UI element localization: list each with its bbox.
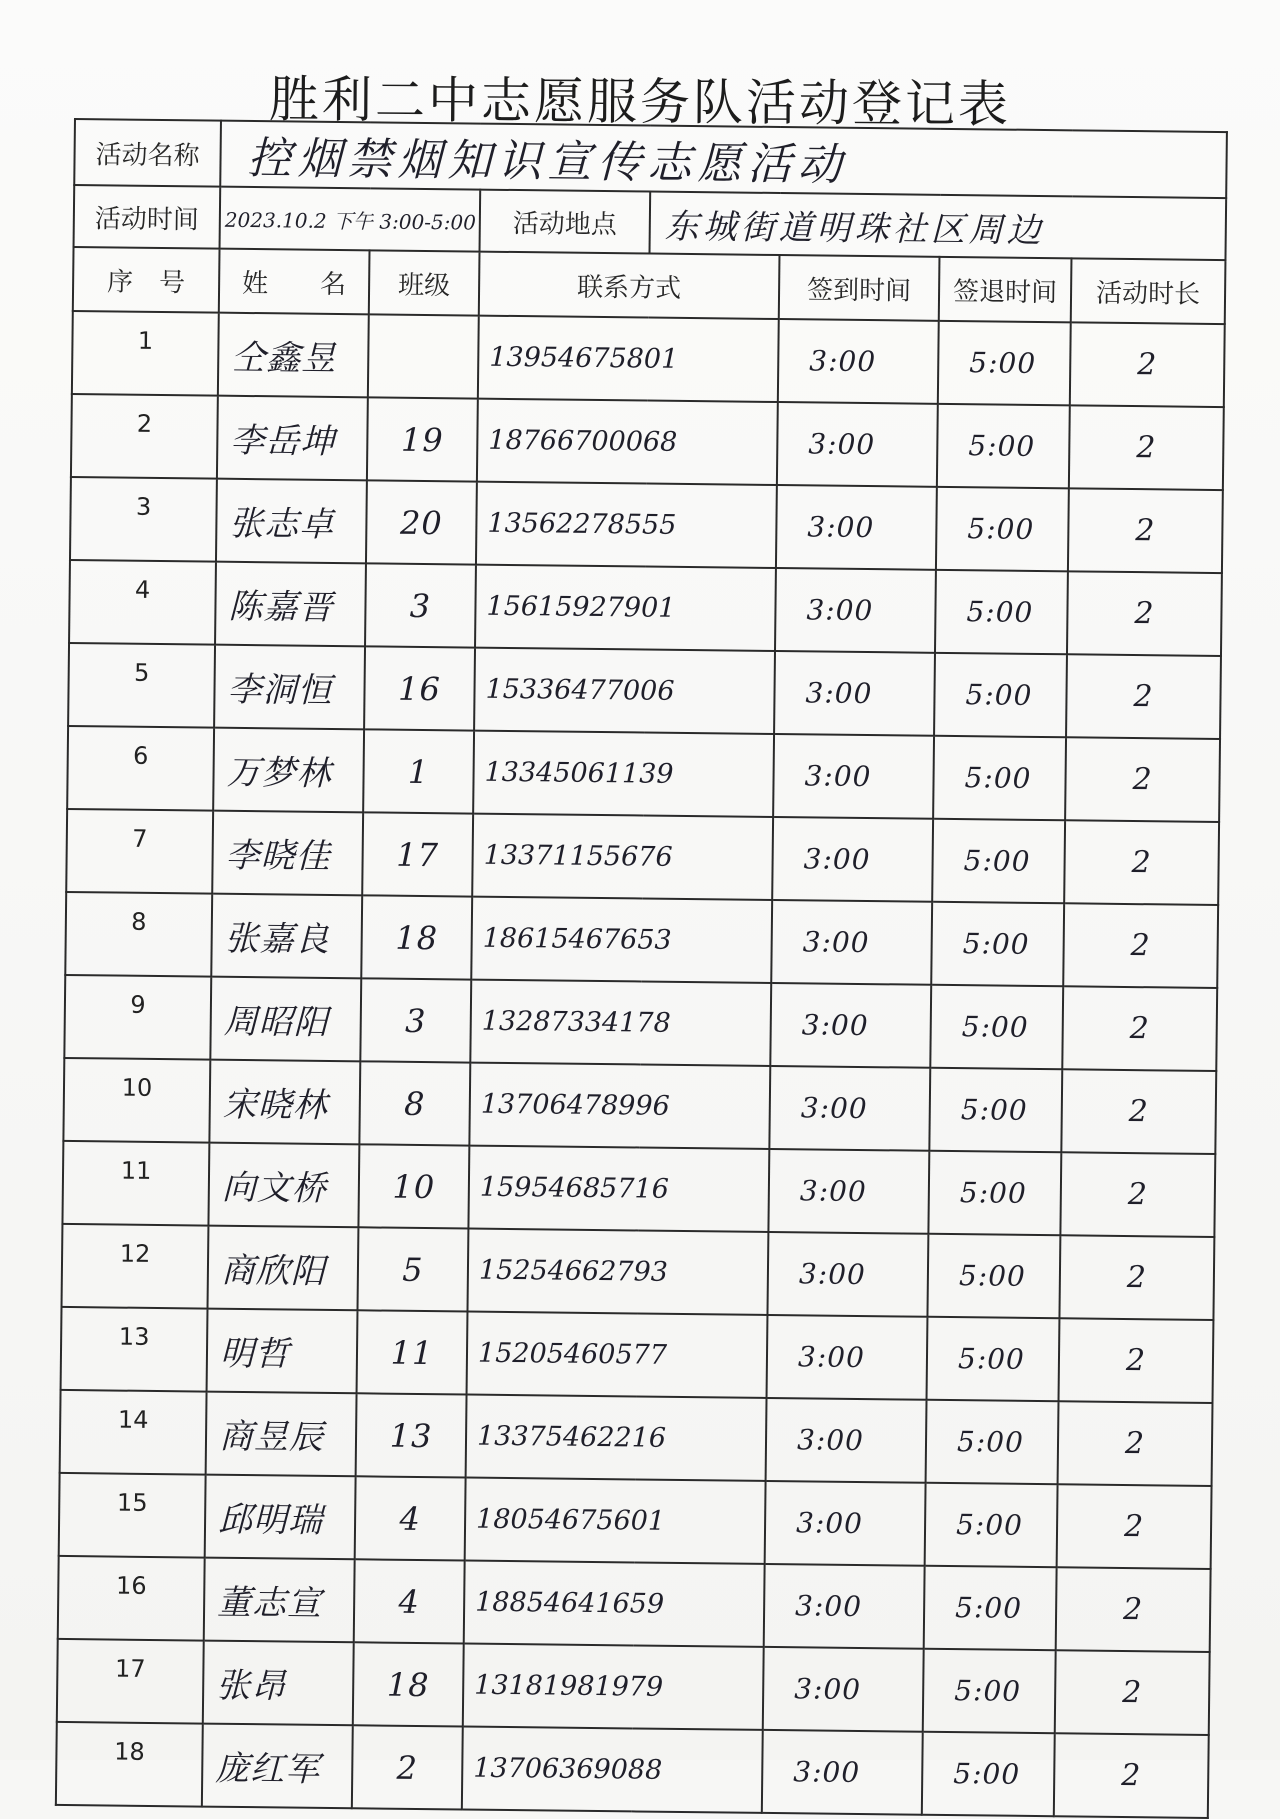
row-name: 李洞恒: [214, 645, 365, 730]
col-header-checkin: 签到时间: [779, 255, 940, 321]
row-checkin: 3:00: [776, 485, 937, 570]
row-seq: 9: [64, 975, 211, 1060]
activity-name-value: 控烟禁烟知识宣传志愿活动: [220, 121, 1227, 198]
table-row: [61, 1307, 1214, 1403]
table-row: [72, 311, 1225, 407]
row-checkout: 5:00: [927, 1234, 1060, 1318]
table-row: [62, 1224, 1215, 1320]
row-seq: 1: [72, 311, 219, 396]
activity-name-label: 活动名称: [74, 119, 221, 187]
row-duration: 2: [1066, 654, 1221, 739]
row-class: 3: [365, 563, 476, 647]
row-name: 万梦林: [213, 728, 364, 813]
activity-time-value: 2023.10.2 下午 3:00-5:00: [220, 187, 481, 252]
row-duration: 2: [1059, 1235, 1214, 1320]
row-class: 2: [352, 1725, 463, 1809]
row-phone: 13345061139: [473, 731, 774, 817]
row-name: 邱明瑞: [205, 1475, 356, 1560]
row-name: 向文桥: [208, 1143, 359, 1228]
row-duration: 2: [1070, 322, 1225, 407]
row-checkin: 3:00: [773, 734, 934, 819]
row-checkout: 5:00: [936, 487, 1069, 571]
row-name: 张嘉良: [211, 894, 362, 979]
row-name: 宋晓林: [209, 1060, 360, 1145]
row-seq: 12: [62, 1224, 209, 1309]
row-duration: 2: [1060, 1152, 1215, 1237]
row-duration: 2: [1056, 1567, 1211, 1652]
row-class: 5: [357, 1227, 468, 1311]
row-checkin: 3:00: [763, 1647, 924, 1732]
row-checkin: 3:00: [767, 1232, 928, 1317]
row-phone: 15954685716: [468, 1146, 769, 1232]
table-body: [56, 311, 1225, 1818]
row-seq: 14: [60, 1390, 207, 1475]
table-row: [58, 1556, 1211, 1652]
row-name: 李岳坤: [217, 396, 368, 481]
activity-place-label: 活动地点: [480, 190, 651, 254]
row-checkout: 5:00: [938, 321, 1071, 405]
col-header-checkout: 签退时间: [939, 257, 1072, 322]
row-class: 20: [366, 480, 477, 564]
row-checkin: 3:00: [771, 900, 932, 985]
row-class: [368, 314, 479, 398]
row-seq: 13: [61, 1307, 208, 1392]
row-checkout: 5:00: [924, 1566, 1057, 1650]
activity-place-value: 东城街道明珠社区周边: [649, 192, 1226, 261]
col-header-class: 班级: [369, 250, 480, 315]
row-seq: 16: [58, 1556, 205, 1641]
row-phone: 15254662793: [467, 1229, 768, 1315]
row-checkin: 3:00: [772, 817, 933, 902]
row-checkin: 3:00: [766, 1398, 927, 1483]
row-phone: 13706478996: [469, 1063, 770, 1149]
row-phone: 13287334178: [470, 980, 771, 1066]
row-duration: 2: [1058, 1401, 1213, 1486]
table-row: [60, 1390, 1213, 1486]
row-duration: 2: [1064, 820, 1219, 905]
row-phone: 13954675801: [478, 316, 779, 402]
table-row: [56, 1722, 1209, 1818]
row-duration: 2: [1059, 1318, 1214, 1403]
row-seq: 3: [70, 477, 217, 562]
row-phone: 13371155676: [472, 814, 773, 900]
activity-time-label: 活动时间: [74, 185, 221, 249]
row-phone: 13706369088: [462, 1727, 763, 1813]
row-checkin: 3:00: [767, 1315, 928, 1400]
row-duration: 2: [1054, 1733, 1209, 1818]
row-checkin: 3:00: [774, 651, 935, 736]
table-row: [71, 394, 1224, 490]
row-name: 商欣阳: [208, 1226, 359, 1311]
col-header-name: 姓 名: [219, 249, 370, 315]
row-checkout: 5:00: [937, 404, 1070, 488]
row-seq: 5: [68, 643, 215, 728]
row-duration: 2: [1063, 903, 1218, 988]
row-seq: 15: [59, 1473, 206, 1558]
row-name: 仝鑫昱: [218, 313, 369, 398]
row-class: 18: [353, 1642, 464, 1726]
row-checkin: 3:00: [775, 568, 936, 653]
row-class: 11: [357, 1310, 468, 1394]
row-seq: 4: [69, 560, 216, 645]
row-name: 董志宣: [204, 1558, 355, 1643]
row-checkout: 5:00: [927, 1317, 1060, 1401]
col-header-phone: 联系方式: [479, 252, 780, 319]
row-seq: 17: [57, 1639, 204, 1724]
row-seq: 11: [62, 1141, 209, 1226]
row-seq: 18: [56, 1722, 203, 1807]
row-duration: 2: [1067, 571, 1222, 656]
row-duration: 2: [1068, 488, 1223, 573]
row-name: 张志卓: [216, 479, 367, 564]
row-checkin: 3:00: [770, 983, 931, 1068]
row-checkout: 5:00: [922, 1732, 1055, 1816]
row-seq: 7: [66, 809, 213, 894]
form-title: 胜利二中志愿服务队活动登记表: [268, 70, 1012, 134]
row-name: 商昱辰: [206, 1392, 357, 1477]
row-class: 17: [362, 812, 473, 896]
row-class: 18: [361, 895, 472, 979]
row-phone: 18054675601: [465, 1478, 766, 1564]
row-checkin: 3:00: [764, 1564, 925, 1649]
row-phone: 13181981979: [463, 1644, 764, 1730]
table-row: [59, 1473, 1212, 1569]
row-checkout: 5:00: [932, 819, 1065, 903]
row-checkin: 3:00: [769, 1066, 930, 1151]
table-row: [69, 560, 1222, 656]
row-duration: 2: [1065, 737, 1220, 822]
table-row: [62, 1141, 1215, 1237]
row-duration: 2: [1061, 1069, 1216, 1154]
row-phone: 18766700068: [477, 399, 778, 485]
row-name: 明哲: [207, 1309, 358, 1394]
row-checkin: 3:00: [765, 1481, 926, 1566]
table-row: [70, 477, 1223, 573]
table-row: [68, 643, 1221, 739]
row-class: 13: [356, 1393, 467, 1477]
row-name: 李晓佳: [212, 811, 363, 896]
row-phone: 15615927901: [475, 565, 776, 651]
row-seq: 10: [63, 1058, 210, 1143]
table-row: [63, 1058, 1216, 1154]
row-duration: 2: [1062, 986, 1217, 1071]
row-seq: 2: [71, 394, 218, 479]
table-row: [64, 975, 1217, 1071]
row-checkout: 5:00: [929, 1068, 1062, 1152]
table-row: [57, 1639, 1210, 1735]
row-seq: 8: [65, 892, 212, 977]
row-name: 张昂: [203, 1641, 354, 1726]
table-row: [66, 809, 1219, 905]
row-name: 庞红军: [202, 1724, 353, 1809]
row-checkin: 3:00: [777, 402, 938, 487]
row-class: 3: [360, 978, 471, 1062]
table-row: [67, 726, 1220, 822]
row-class: 8: [359, 1061, 470, 1145]
row-checkout: 5:00: [923, 1649, 1056, 1733]
row-phone: 15205460577: [467, 1312, 768, 1398]
col-header-duration: 活动时长: [1071, 258, 1226, 324]
row-checkout: 5:00: [935, 570, 1068, 654]
row-class: 4: [355, 1476, 466, 1560]
row-class: 19: [367, 397, 478, 481]
table-row: [65, 892, 1218, 988]
row-phone: 18854641659: [464, 1561, 765, 1647]
row-phone: 13375462216: [466, 1395, 767, 1481]
registration-table: [55, 118, 1228, 1819]
row-checkout: 5:00: [931, 902, 1064, 986]
row-checkin: 3:00: [762, 1730, 923, 1815]
row-checkout: 5:00: [930, 985, 1063, 1069]
row-checkout: 5:00: [925, 1483, 1058, 1567]
row-checkout: 5:00: [928, 1151, 1061, 1235]
row-name: 周昭阳: [210, 977, 361, 1062]
row-duration: 2: [1055, 1650, 1210, 1735]
row-duration: 2: [1057, 1484, 1212, 1569]
row-class: 10: [358, 1144, 469, 1228]
row-checkout: 5:00: [926, 1400, 1059, 1484]
row-checkin: 3:00: [778, 319, 939, 404]
row-class: 1: [363, 729, 474, 813]
row-checkout: 5:00: [933, 736, 1066, 820]
row-checkin: 3:00: [768, 1149, 929, 1234]
row-duration: 2: [1069, 405, 1224, 490]
row-class: 4: [354, 1559, 465, 1643]
row-checkout: 5:00: [934, 653, 1067, 737]
row-phone: 15336477006: [474, 648, 775, 734]
row-class: 16: [364, 646, 475, 730]
row-phone: 18615467653: [471, 897, 772, 983]
row-name: 陈嘉晋: [215, 562, 366, 647]
row-seq: 6: [67, 726, 214, 811]
col-header-seq: 序 号: [73, 247, 220, 313]
row-phone: 13562278555: [476, 482, 777, 568]
registration-table-wrap: [55, 118, 1226, 1819]
